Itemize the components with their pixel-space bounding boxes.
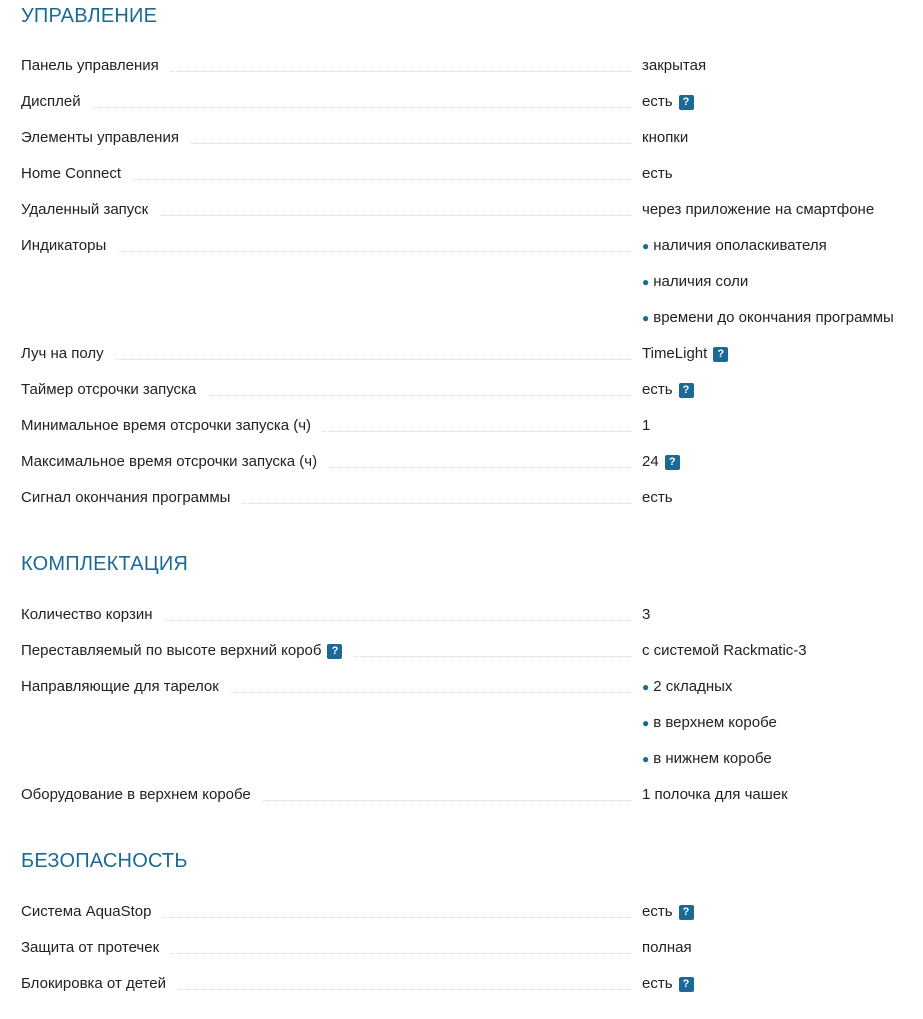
spec-value: есть [642, 489, 673, 506]
help-icon[interactable]: ? [679, 905, 694, 920]
spec-value: через приложение на смартфоне [642, 201, 875, 218]
help-icon[interactable]: ? [327, 644, 342, 659]
spec-value: ● наличия ополаскивателя [642, 234, 827, 258]
spec-label: Home Connect [21, 165, 122, 182]
spec-value: 3 [642, 606, 651, 623]
spec-value: TimeLight ? [642, 342, 728, 366]
section-title-safety: БЕЗОПАСНОСТЬ [21, 850, 188, 872]
spec-row [21, 900, 631, 924]
spec-row [21, 603, 631, 627]
spec-value: есть ? [642, 90, 694, 114]
spec-row [21, 234, 631, 258]
spec-label: Таймер отсрочки запуска [21, 381, 197, 398]
spec-label: Количество корзин [21, 606, 153, 623]
bullet-icon: ● [642, 239, 650, 253]
spec-label: Переставляемый по высоте верхний короб ? [21, 639, 342, 663]
spec-row [21, 54, 631, 78]
spec-label: Элементы управления [21, 129, 179, 146]
help-icon[interactable]: ? [679, 383, 694, 398]
spec-value: ● времени до окончания программы [642, 306, 894, 330]
spec-value: закрытая [642, 57, 707, 74]
section-title-control: УПРАВЛЕНИЕ [21, 5, 158, 27]
section-title-equipment: КОМПЛЕКТАЦИЯ [21, 553, 189, 575]
spec-value: есть ? [642, 900, 694, 924]
spec-value: есть [642, 165, 673, 182]
spec-row [21, 675, 631, 699]
spec-value: с системой Rackmatic-3 [642, 642, 807, 659]
spec-value: ● 2 складных [642, 675, 732, 699]
bullet-icon: ● [642, 275, 650, 289]
spec-row [21, 936, 631, 960]
spec-row [21, 342, 631, 366]
spec-value: ● в верхнем коробе [642, 711, 777, 735]
spec-label: Защита от протечек [21, 939, 160, 956]
spec-label: Дисплей [21, 93, 81, 110]
spec-value: 24 ? [642, 450, 680, 474]
spec-label: Сигнал окончания программы [21, 489, 231, 506]
spec-row [21, 198, 631, 222]
spec-label: Минимальное время отсрочки запуска (ч) [21, 417, 312, 434]
help-icon[interactable]: ? [679, 95, 694, 110]
spec-row [21, 972, 631, 996]
spec-value: есть ? [642, 972, 694, 996]
spec-row [21, 486, 631, 510]
help-icon[interactable]: ? [679, 977, 694, 992]
spec-row [21, 90, 631, 114]
spec-label: Панель управления [21, 57, 159, 74]
spec-label: Направляющие для тарелок [21, 678, 219, 695]
spec-value: 1 полочка для чашек [642, 786, 788, 803]
bullet-icon: ● [642, 311, 650, 325]
spec-label: Оборудование в верхнем коробе [21, 786, 251, 803]
spec-row [21, 378, 631, 402]
spec-value: ● наличия соли [642, 270, 748, 294]
spec-value: кнопки [642, 129, 689, 146]
spec-value: 1 [642, 417, 651, 434]
help-icon[interactable]: ? [713, 347, 728, 362]
spec-row [21, 414, 631, 438]
spec-label: Удаленный запуск [21, 201, 149, 218]
spec-row [21, 126, 631, 150]
spec-label: Максимальное время отсрочки запуска (ч) [21, 453, 318, 470]
spec-row [21, 162, 631, 186]
bullet-icon: ● [642, 680, 650, 694]
spec-row [21, 450, 631, 474]
spec-value: есть ? [642, 378, 694, 402]
spec-value: ● в нижнем коробе [642, 747, 772, 771]
spec-label: Луч на полу [21, 345, 104, 362]
bullet-icon: ● [642, 716, 650, 730]
spec-row [21, 639, 631, 663]
spec-value: полная [642, 939, 692, 956]
spec-label: Блокировка от детей [21, 975, 167, 992]
bullet-icon: ● [642, 752, 650, 766]
spec-row [21, 783, 631, 807]
spec-label: Система AquaStop [21, 903, 152, 920]
spec-label: Индикаторы [21, 237, 107, 254]
help-icon[interactable]: ? [665, 455, 680, 470]
